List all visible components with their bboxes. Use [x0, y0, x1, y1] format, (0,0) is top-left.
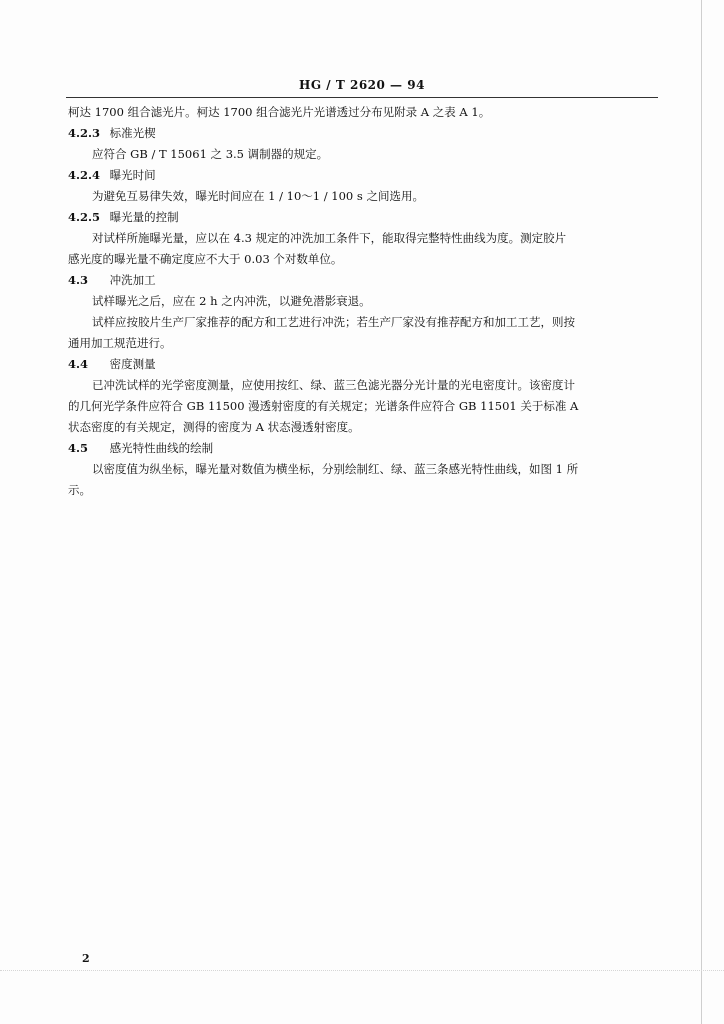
- paragraph-4-4-line-3: 状态密度的有关规定，测得的密度为 A 状态漫透射密度。: [68, 420, 360, 434]
- header-rule: [66, 97, 658, 98]
- section-heading-4-3: [68, 270, 640, 291]
- section-title: 曝光时间: [109, 168, 156, 182]
- paragraph-4-3-b-line-2: 通用加工规范进行。: [68, 336, 172, 350]
- section-number: 4.2.4: [68, 168, 101, 182]
- paragraph-4-3-a: 试样曝光之后，应在 2 h 之内冲洗，以避免潜影衰退。: [92, 294, 371, 308]
- paragraph-4-4-line-1: 已冲洗试样的光学密度测量，应使用按红、绿、蓝三色滤光器分光计量的光电密度计。该密度计: [92, 378, 575, 392]
- section-heading-4-2-3: [68, 123, 640, 144]
- section-title: 标准光楔: [109, 126, 156, 140]
- scan-edge-line: [701, 0, 702, 1024]
- paragraph-4-4-line-2: 的几何光学条件应符合 GB 11500 漫透射密度的有关规定；光谱条件应符合 GB 11501 关于标准 A: [68, 399, 579, 413]
- paragraph-4-3-b-line-1: 试样应按胶片生产厂家推荐的配方和工艺进行冲洗；若生产厂家没有推荐配方和加工工艺，则按: [92, 315, 575, 329]
- paragraph-4-2-3: 应符合 GB / T 15061 之 3.5 调制器的规定。: [92, 147, 329, 161]
- document-body: [68, 102, 640, 501]
- paragraph-4-2-5-line-1: 对试样所施曝光量，应以在 4.3 规定的冲洗加工条件下，能取得完整特性曲线为度。测定胶片: [92, 231, 567, 245]
- section-number: 4.4: [68, 357, 89, 371]
- section-number: 4.3: [68, 273, 89, 287]
- paragraph-4-2-5-line-2: 感光度的曝光量不确定度应不大于 0.03 个对数单位。: [68, 252, 343, 266]
- section-number: 4.2.3: [68, 126, 101, 140]
- scan-noise-line: [0, 970, 724, 971]
- section-title: 冲洗加工: [109, 273, 156, 287]
- section-title: 密度测量: [109, 357, 156, 371]
- paragraph-4-2-4: 为避免互易律失效，曝光时间应在 1 / 10～1 / 100 s 之间选用。: [92, 189, 424, 203]
- paragraph-intro: 柯达 1700 组合滤光片。柯达 1700 组合滤光片光谱透过分布见附录 A 之表 A 1。: [68, 105, 491, 119]
- section-title: 曝光量的控制: [109, 210, 179, 224]
- section-heading-4-4: [68, 354, 640, 375]
- section-heading-4-2-4: [68, 165, 640, 186]
- section-number: 4.2.5: [68, 210, 101, 224]
- page-number: 2: [82, 952, 90, 965]
- section-number: 4.5: [68, 441, 89, 455]
- page-header: HG / T 2620 — 94: [299, 78, 425, 92]
- paragraph-4-5-line-1: 以密度值为纵坐标，曝光量对数值为横坐标，分别绘制红、绿、蓝三条感光特性曲线，如图 1 所: [92, 462, 579, 476]
- paragraph-4-5-line-2: 示。: [68, 483, 91, 497]
- section-heading-4-2-5: [68, 207, 640, 228]
- section-title: 感光特性曲线的绘制: [109, 441, 214, 455]
- section-heading-4-5: [68, 438, 640, 459]
